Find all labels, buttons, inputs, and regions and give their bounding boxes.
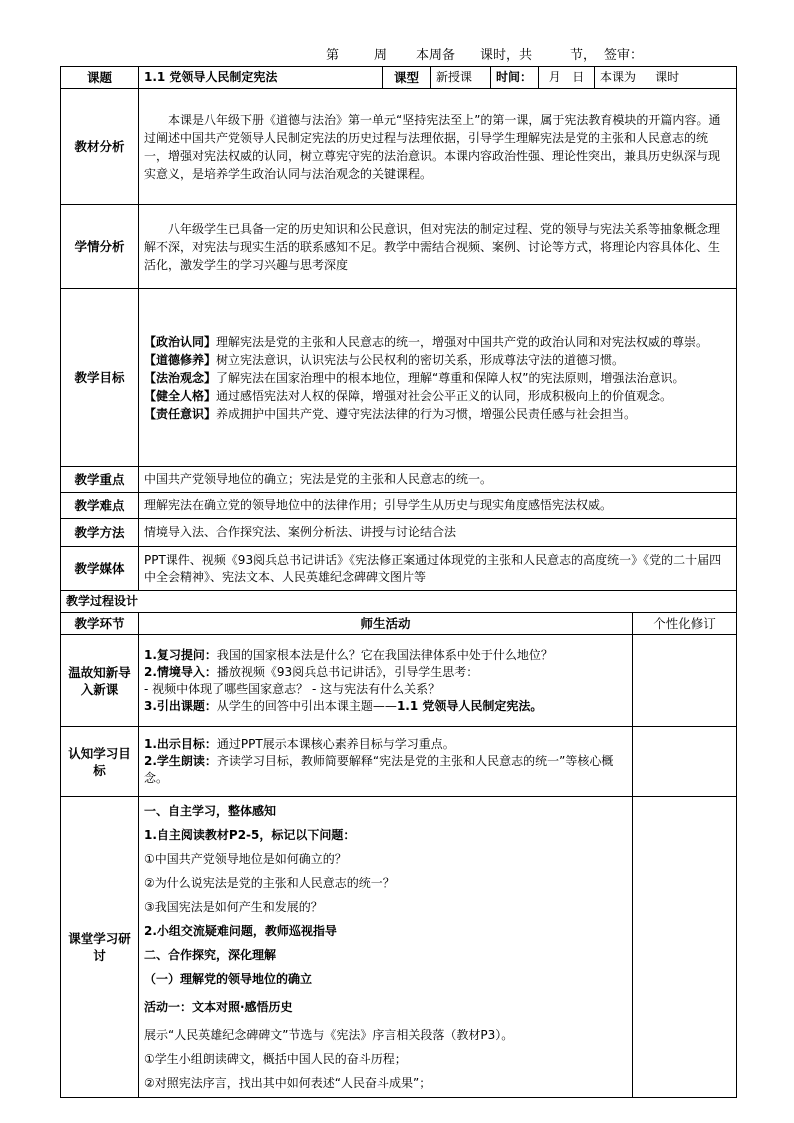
- stage-study-row: [61, 797, 737, 1098]
- students-row: [61, 205, 737, 289]
- goal-item: 【政治认同】理解宪法是党的主张和人民意志的统一，增强对中国共产党的政治认同和对宪法权威的尊崇。: [144, 334, 709, 349]
- goals-label: 教学目标: [61, 289, 139, 467]
- time-label: 时间：: [491, 67, 539, 89]
- goals-list: [139, 289, 737, 467]
- students-label: 学情分析: [61, 205, 139, 289]
- type-label: 课型: [383, 67, 431, 89]
- method-text: 情境导入法、合作探究法、案例分析法、讲授与讨论结合法: [139, 519, 737, 547]
- material-label: 教材分析: [61, 89, 139, 205]
- topic-value: 1.1 党领导人民制定宪法: [139, 67, 383, 89]
- unit-cell: [595, 67, 737, 89]
- unit-suffix: 课时: [655, 70, 680, 84]
- stage-review-revise[interactable]: [633, 635, 737, 727]
- goal-item: 【法治观念】了解宪法在国家治理中的根本地位，理解“尊重和保障人权”的宪法原则，增强法治意识。: [144, 370, 685, 385]
- process-header-row: [61, 613, 737, 635]
- difficulty-text: 理解宪法在确立党的领导地位中的法律作用；引导学生从历史与现实角度感悟宪法权威。: [139, 493, 737, 519]
- col-stage: 教学环节: [61, 613, 139, 635]
- stage-study-revise[interactable]: [633, 797, 737, 1098]
- material-row: [61, 89, 737, 205]
- stage-study-content: 一、自主学习，整体感知 1.自主阅读教材P2-5，标记以下问题： ①中国共产党领导地位是如何确立的？ ②为什么说宪法是党的主张和人民意志的统一？ ③我国宪法是如何产生和发展的？ 2.小组交流疑难问题，教师巡视指导 二、合作探究，深化理解 （一）理解党的领导地位的确立 活动一：文本对照·感悟历史 展示“人民英雄纪念碑碑文”节选与《宪法》序言相关段落（教材P3）。 ①学生小组朗读碑文，概括中国人民的奋斗历程； ②对照宪法序言，找出其中如何表述“人民奋斗成果”；: [139, 797, 633, 1098]
- stage-review-content: 1.复习提问：我国的国家根本法是什么？它在我国法律体系中处于什么地位？ 2.情境导入：播放视频《93阅兵总书记讲话》，引导学生思考： - 视频中体现了哪些国家意志？ - 这与宪法有什么关系？ 3.引出课题：从学生的回答中引出本课主题——1.1 党领导人民制定宪法。: [139, 635, 633, 727]
- stage-goals-label: 认知学习目标: [61, 727, 139, 797]
- media-label: 教学媒体: [61, 547, 139, 591]
- stage-review-row: [61, 635, 737, 727]
- page-header: [0, 44, 794, 64]
- type-value: 新授课: [431, 67, 491, 89]
- goals-row: [61, 289, 737, 467]
- week-suffix: 周: [374, 48, 388, 63]
- unit-label: 本课为: [600, 70, 637, 84]
- date-cell: [539, 67, 595, 89]
- media-row: [61, 547, 737, 591]
- lesson-plan-table: [60, 66, 737, 1098]
- day-label: 日: [572, 70, 585, 84]
- stage-study-label: 课堂学习研讨: [61, 797, 139, 1098]
- stage-goals-content: 1.出示目标：通过PPT展示本课核心素养目标与学习重点。 2.学生朗读：齐读学习目标，教师简要解释“宪法是党的主张和人民意志的统一”等核心概念。: [139, 727, 633, 797]
- goal-item: 【责任意识】养成拥护中国共产党、遵守宪法法律的行为习惯，增强公民责任感与社会担当。: [144, 406, 637, 421]
- process-title: 教学过程设计: [61, 591, 737, 613]
- info-row: [61, 67, 737, 89]
- goal-item: 【健全人格】通过感悟宪法对人权的保障，增强对社会公平正义的认同，形成积极向上的价值观念。: [144, 388, 673, 403]
- prep-label: 本周备: [416, 48, 456, 63]
- col-revise: 个性化修订: [633, 613, 737, 635]
- material-text: 本课是八年级下册《道德与法治》第一单元“坚持宪法至上”的第一课，属于宪法教育模块的开篇内容。通过阐述中国共产党领导人民制定宪法的历史过程与法理依据，引导学生理解宪法是党的主张和人民意志的统一，增强对宪法权威的认同，树立尊宪守宪的法治意识。本课内容政治性强、理论性突出，兼具历史纵深与现实意义，是培养学生政治认同与法治观念的关键课程。: [139, 89, 737, 205]
- section-label: 节，: [570, 48, 597, 63]
- review-label: 签审：: [604, 48, 644, 63]
- key-point-row: [61, 467, 737, 493]
- media-text: PPT课件、视频《93阅兵总书记讲话》《宪法修正案通过体现党的主张和人民意志的高度统一》《党的二十届四中全会精神》、宪法文本、人民英雄纪念碑碑文图片等: [139, 547, 737, 591]
- stage-goals-revise[interactable]: [633, 727, 737, 797]
- stage-goals-row: [61, 727, 737, 797]
- month-label: 月: [548, 70, 561, 84]
- key-point-text: 中国共产党领导地位的确立；宪法是党的主张和人民意志的统一。: [139, 467, 737, 493]
- period-label: 课时，共: [480, 48, 533, 63]
- key-point-label: 教学重点: [61, 467, 139, 493]
- week-label: 第: [326, 48, 340, 63]
- stage-review-label: 温故知新导入新课: [61, 635, 139, 727]
- goal-item: 【道德修养】树立宪法意识，认识宪法与公民权利的密切关系，形成尊法守法的道德习惯。: [144, 352, 625, 367]
- difficulty-label: 教学难点: [61, 493, 139, 519]
- topic-label: 课题: [61, 67, 139, 89]
- method-row: [61, 519, 737, 547]
- students-text: 八年级学生已具备一定的历史知识和公民意识，但对宪法的制定过程、党的领导与宪法关系等抽象概念理解不深，对宪法与现实生活的联系感知不足。教学中需结合视频、案例、讨论等方式，将理论内容具体化、生活化，激发学生的学习兴趣与思考深度: [139, 205, 737, 289]
- difficulty-row: [61, 493, 737, 519]
- method-label: 教学方法: [61, 519, 139, 547]
- process-title-row: [61, 591, 737, 613]
- col-activity: 师生活动: [139, 613, 633, 635]
